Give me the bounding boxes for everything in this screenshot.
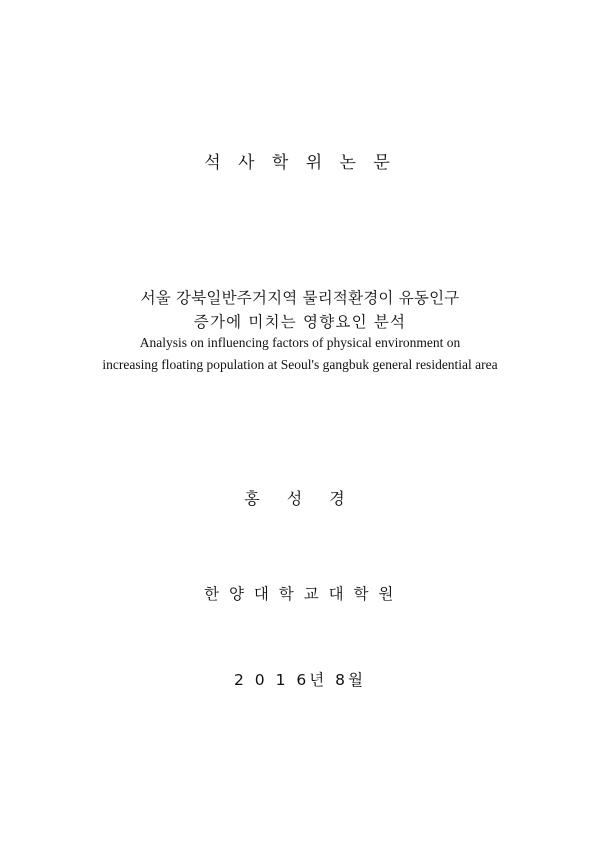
- korean-title: [0, 286, 600, 334]
- english-title: [0, 332, 600, 376]
- author-name: 홍 성 경: [244, 489, 356, 508]
- publication-date: 2 0 1 6년 8월: [234, 671, 366, 689]
- english-title-line-1: Analysis on influencing factors of physical environment on: [139, 335, 461, 350]
- english-title-line-2: increasing floating population at Seoul's gangbuk general residential area: [102, 357, 498, 372]
- institution-name: 한 양 대 학 교 대 학 원: [204, 585, 396, 603]
- korean-title-line-1: 서울 강북일반주거지역 물리적환경이 유동인구: [140, 289, 460, 307]
- korean-title-line-2: 증가에 미치는 영향요인 분석: [193, 313, 407, 331]
- document-type-label: 석 사 학 위 논 문: [204, 153, 396, 173]
